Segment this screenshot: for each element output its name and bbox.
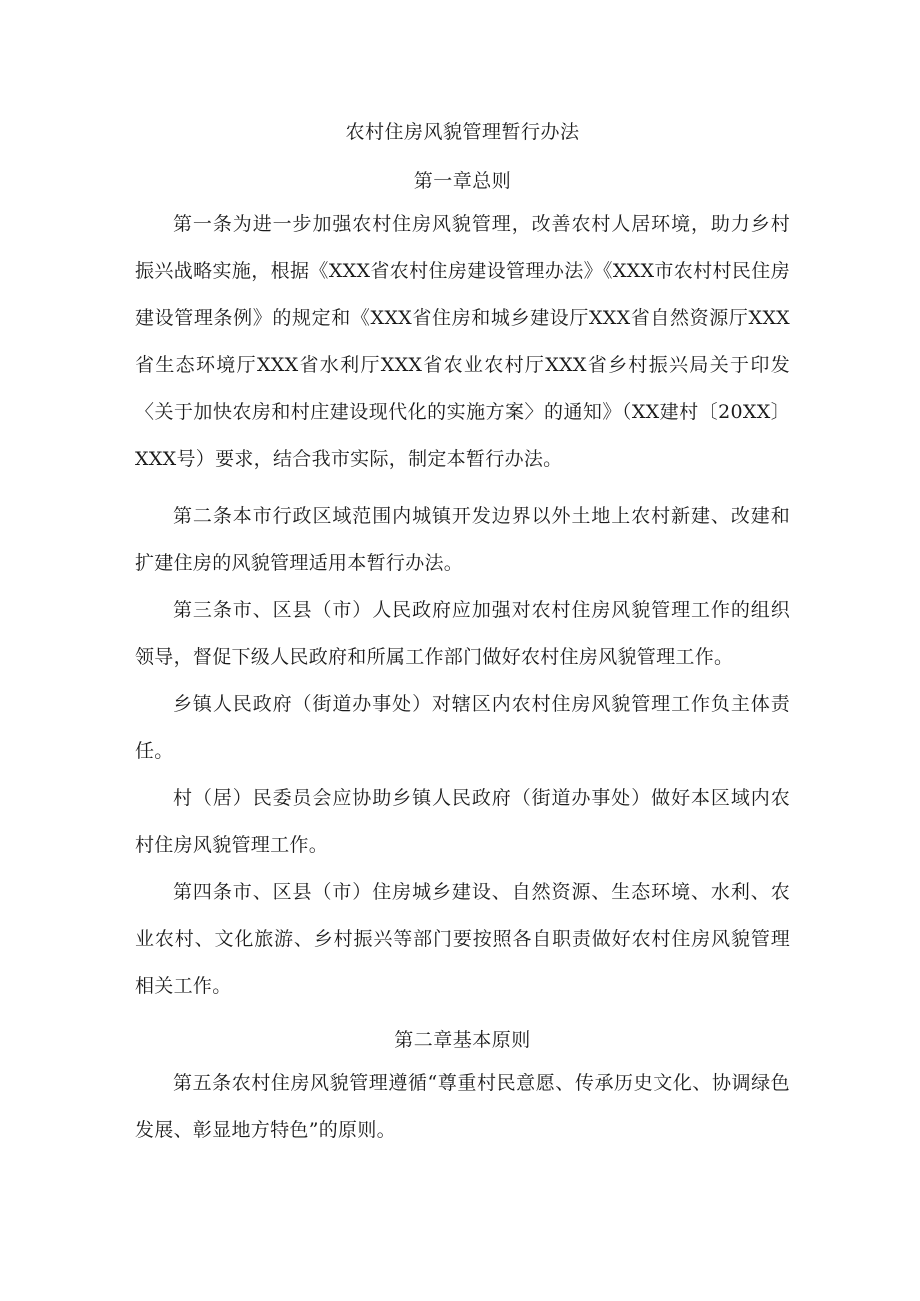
- article-3-paragraph-2: 乡镇人民政府（街道办事处）对辖区内农村住房风貌管理工作负主体责任。: [135, 693, 790, 762]
- article-5: 第五条农村住房风貌管理遵循“尊重村民意愿、传承历史文化、协调绿色发展、彰显地方特色”的原则。: [135, 1072, 790, 1141]
- article-3-paragraph-3: 村（居）民委员会应协助乡镇人民政府（街道办事处）做好本区域内农村住房风貌管理工作。: [135, 787, 790, 856]
- article-1: 第一条为进一步加强农村住房风貌管理，改善农村人居环境，助力乡村振兴战略实施，根据《XXX省农村住房建设管理办法》《XXX市农村村民住房建设管理条例》的规定和《XXX省住房和城乡建设厅XXX省自然资源厅XXX省生态环境厅XXX省水利厅XXX省农业农村厅XXX省乡村振兴局关于印发〈关于加快农房和村庄建设现代化的实施方案〉的通知》（XX建村〔20XX〕XXX号）要求，结合我市实际，制定本暂行办法。: [135, 213, 790, 470]
- article-2: 第二条本市行政区域范围内城镇开发边界以外土地上农村新建、改建和扩建住房的风貌管理适用本暂行办法。: [135, 505, 790, 574]
- chapter-heading-1: 第一章总则: [413, 170, 512, 192]
- chapter-heading-2: 第二章基本原则: [394, 1029, 531, 1051]
- article-4: 第四条市、区县（市）住房城乡建设、自然资源、生态环境、水利、农业农村、文化旅游、乡村振兴等部门要按照各自职责做好农村住房风貌管理相关工作。: [135, 881, 790, 997]
- document-body: [135, 112, 790, 1154]
- article-3: 第三条市、区县（市）人民政府应加强对农村住房风貌管理工作的组织领导，督促下级人民政府和所属工作部门做好农村住房风貌管理工作。: [135, 599, 790, 668]
- document-title: 农村住房风貌管理暂行办法: [345, 121, 580, 143]
